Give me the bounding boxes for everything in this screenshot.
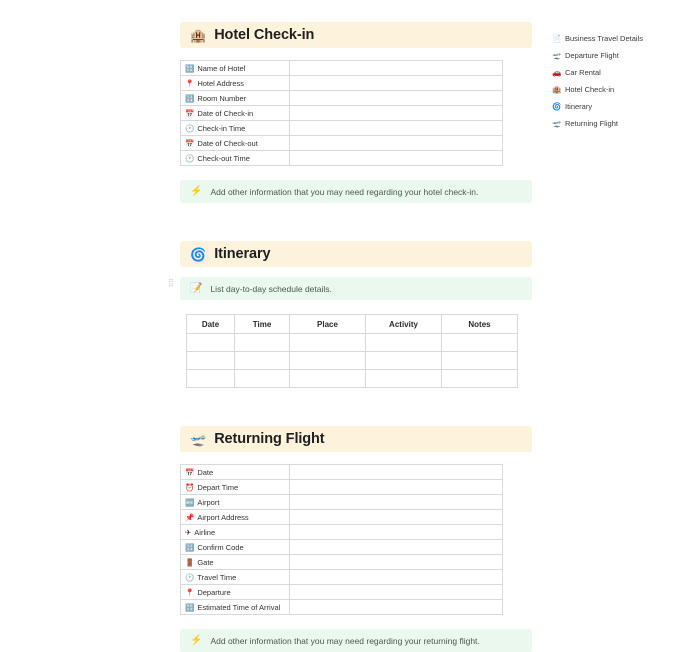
outline-item-label: Hotel Check-in <box>565 84 615 94</box>
table-row[interactable] <box>187 334 518 352</box>
cell-place[interactable] <box>290 352 366 370</box>
field-icon: ⏰ <box>185 482 195 492</box>
field-value[interactable] <box>290 480 503 495</box>
column-header-date: Date <box>187 315 235 334</box>
section-itinerary <box>168 241 534 388</box>
outline-item-label: Car Rental <box>565 67 601 77</box>
cell-time[interactable] <box>235 352 290 370</box>
section-returning-flight <box>178 426 534 652</box>
field-label: Airport Address <box>197 512 249 522</box>
field-value[interactable] <box>290 540 503 555</box>
table-row[interactable] <box>181 61 503 76</box>
field-label: Airline <box>194 527 216 537</box>
document-outline <box>552 31 682 133</box>
field-label: Hotel Address <box>197 78 245 88</box>
table-row[interactable] <box>181 136 503 151</box>
car-icon: 🚗 <box>552 67 562 77</box>
cell-date[interactable] <box>187 370 235 388</box>
field-label: Depart Time <box>197 482 239 492</box>
table-row[interactable] <box>181 585 503 600</box>
table-row[interactable] <box>181 495 503 510</box>
document-body <box>168 22 534 652</box>
outline-item-itinerary[interactable] <box>552 99 682 113</box>
field-label: Date <box>197 467 214 477</box>
field-value[interactable] <box>290 510 503 525</box>
table-row[interactable] <box>181 480 503 495</box>
outline-item-returning-flight[interactable] <box>552 116 682 130</box>
field-label: Gate <box>197 557 214 567</box>
table-row[interactable] <box>181 570 503 585</box>
field-label: Date of Check-in <box>197 108 254 118</box>
table-row[interactable] <box>181 555 503 570</box>
field-value[interactable] <box>290 585 503 600</box>
outline-item-label: Returning Flight <box>565 118 618 128</box>
field-value[interactable] <box>290 555 503 570</box>
airplane-departure-icon: 🛫 <box>552 118 562 128</box>
field-icon: 📍 <box>185 587 195 597</box>
cell-place[interactable] <box>290 334 366 352</box>
field-value[interactable] <box>290 465 503 480</box>
drag-handle-icon[interactable]: ⣿ <box>168 278 175 287</box>
section-title: Hotel Check-in <box>214 27 315 43</box>
field-value[interactable] <box>290 525 503 540</box>
section-hotel-check-in <box>178 22 534 203</box>
field-label: Date of Check-out <box>197 138 258 148</box>
field-value[interactable] <box>290 91 503 106</box>
field-label: Departure <box>197 587 231 597</box>
field-icon: 🕐 <box>185 572 195 582</box>
cell-activity[interactable] <box>366 334 442 352</box>
field-label: Room Number <box>197 93 247 103</box>
field-label: Airport <box>197 497 220 507</box>
cell-notes[interactable] <box>442 352 518 370</box>
callout-text: List day-to-day schedule details. <box>210 283 332 294</box>
table-row[interactable] <box>181 510 503 525</box>
field-icon: 🔢 <box>185 542 195 552</box>
column-header-notes: Notes <box>442 315 518 334</box>
cell-notes[interactable] <box>442 370 518 388</box>
outline-item-label: Itinerary <box>565 101 593 111</box>
table-row[interactable] <box>181 151 503 166</box>
field-value[interactable] <box>290 106 503 121</box>
field-icon: 🔠 <box>185 63 195 73</box>
hotel-icon: 🏨 <box>190 27 207 43</box>
section-header-returning-flight[interactable] <box>180 426 532 452</box>
airplane-departure-icon: 🛫 <box>190 431 207 447</box>
field-icon: 🔤 <box>185 497 195 507</box>
document-icon: 📄 <box>552 33 562 43</box>
outline-item-label: Business Travel Details <box>565 33 643 43</box>
column-header-time: Time <box>235 315 290 334</box>
callout-returning-flight <box>180 629 532 652</box>
table-row[interactable] <box>181 525 503 540</box>
callout-hotel-check-in <box>180 180 532 203</box>
returning-flight-table <box>180 464 503 615</box>
column-header-place: Place <box>290 315 366 334</box>
field-label: Name of Hotel <box>197 63 246 73</box>
hotel-icon: 🏨 <box>552 84 562 94</box>
field-icon: 🕐 <box>185 153 195 163</box>
field-label: Check-out Time <box>197 153 250 163</box>
spiral-icon: 🌀 <box>190 246 207 262</box>
table-row[interactable] <box>187 352 518 370</box>
table-row[interactable] <box>181 106 503 121</box>
table-row[interactable] <box>181 540 503 555</box>
airplane-departure-icon: 🛫 <box>552 50 562 60</box>
field-value[interactable] <box>290 121 503 136</box>
field-value[interactable] <box>290 570 503 585</box>
cell-notes[interactable] <box>442 334 518 352</box>
field-value[interactable] <box>290 61 503 76</box>
cell-date[interactable] <box>187 334 235 352</box>
table-row[interactable] <box>181 121 503 136</box>
section-title: Returning Flight <box>214 431 325 447</box>
cell-date[interactable] <box>187 352 235 370</box>
field-icon: 📍 <box>185 78 195 88</box>
field-value[interactable] <box>290 136 503 151</box>
field-label: Confirm Code <box>197 542 244 552</box>
table-header-row <box>187 315 518 334</box>
outline-item-car-rental[interactable] <box>552 65 682 79</box>
field-icon: ✈ <box>185 527 192 537</box>
cell-place[interactable] <box>290 370 366 388</box>
outline-item-departure-flight[interactable] <box>552 48 682 62</box>
itinerary-table <box>186 314 518 388</box>
field-icon: 📅 <box>185 467 195 477</box>
callout-text: Add other information that you may need regarding your returning flight. <box>210 635 480 646</box>
field-icon: 📅 <box>185 138 195 148</box>
cell-time[interactable] <box>235 334 290 352</box>
table-row[interactable] <box>181 600 503 615</box>
hotel-check-in-table <box>180 60 503 166</box>
callout-text: Add other information that you may need regarding your hotel check-in. <box>210 186 479 197</box>
table-row[interactable] <box>181 76 503 91</box>
note-icon: 📝 <box>190 283 203 294</box>
callout-itinerary <box>180 277 532 300</box>
spiral-icon: 🌀 <box>552 101 562 111</box>
field-value[interactable] <box>290 600 503 615</box>
lightning-icon: ⚡ <box>190 186 203 197</box>
field-icon: 📅 <box>185 108 195 118</box>
field-value[interactable] <box>290 151 503 166</box>
table-row[interactable] <box>181 465 503 480</box>
section-header-hotel-check-in[interactable] <box>180 22 532 48</box>
outline-item-label: Departure Flight <box>565 50 619 60</box>
field-icon: 🕐 <box>185 123 195 133</box>
lightning-icon: ⚡ <box>190 635 203 646</box>
field-icon: 🚪 <box>185 557 195 567</box>
field-label: Travel Time <box>197 572 237 582</box>
field-label: Estimated Time of Arrival <box>197 602 281 612</box>
cell-activity[interactable] <box>366 352 442 370</box>
column-header-activity: Activity <box>366 315 442 334</box>
field-value[interactable] <box>290 495 503 510</box>
field-value[interactable] <box>290 76 503 91</box>
field-icon: 🔢 <box>185 93 195 103</box>
table-row[interactable] <box>181 91 503 106</box>
outline-item-hotel-check-in[interactable] <box>552 82 682 96</box>
field-icon: 🔡 <box>185 602 195 612</box>
cell-activity[interactable] <box>366 370 442 388</box>
section-header-itinerary[interactable] <box>180 241 532 267</box>
field-icon: 📌 <box>185 512 195 522</box>
section-title: Itinerary <box>214 246 271 262</box>
field-label: Check-in Time <box>197 123 246 133</box>
cell-time[interactable] <box>235 370 290 388</box>
outline-item-business-travel-details[interactable] <box>552 31 682 45</box>
table-row[interactable] <box>187 370 518 388</box>
